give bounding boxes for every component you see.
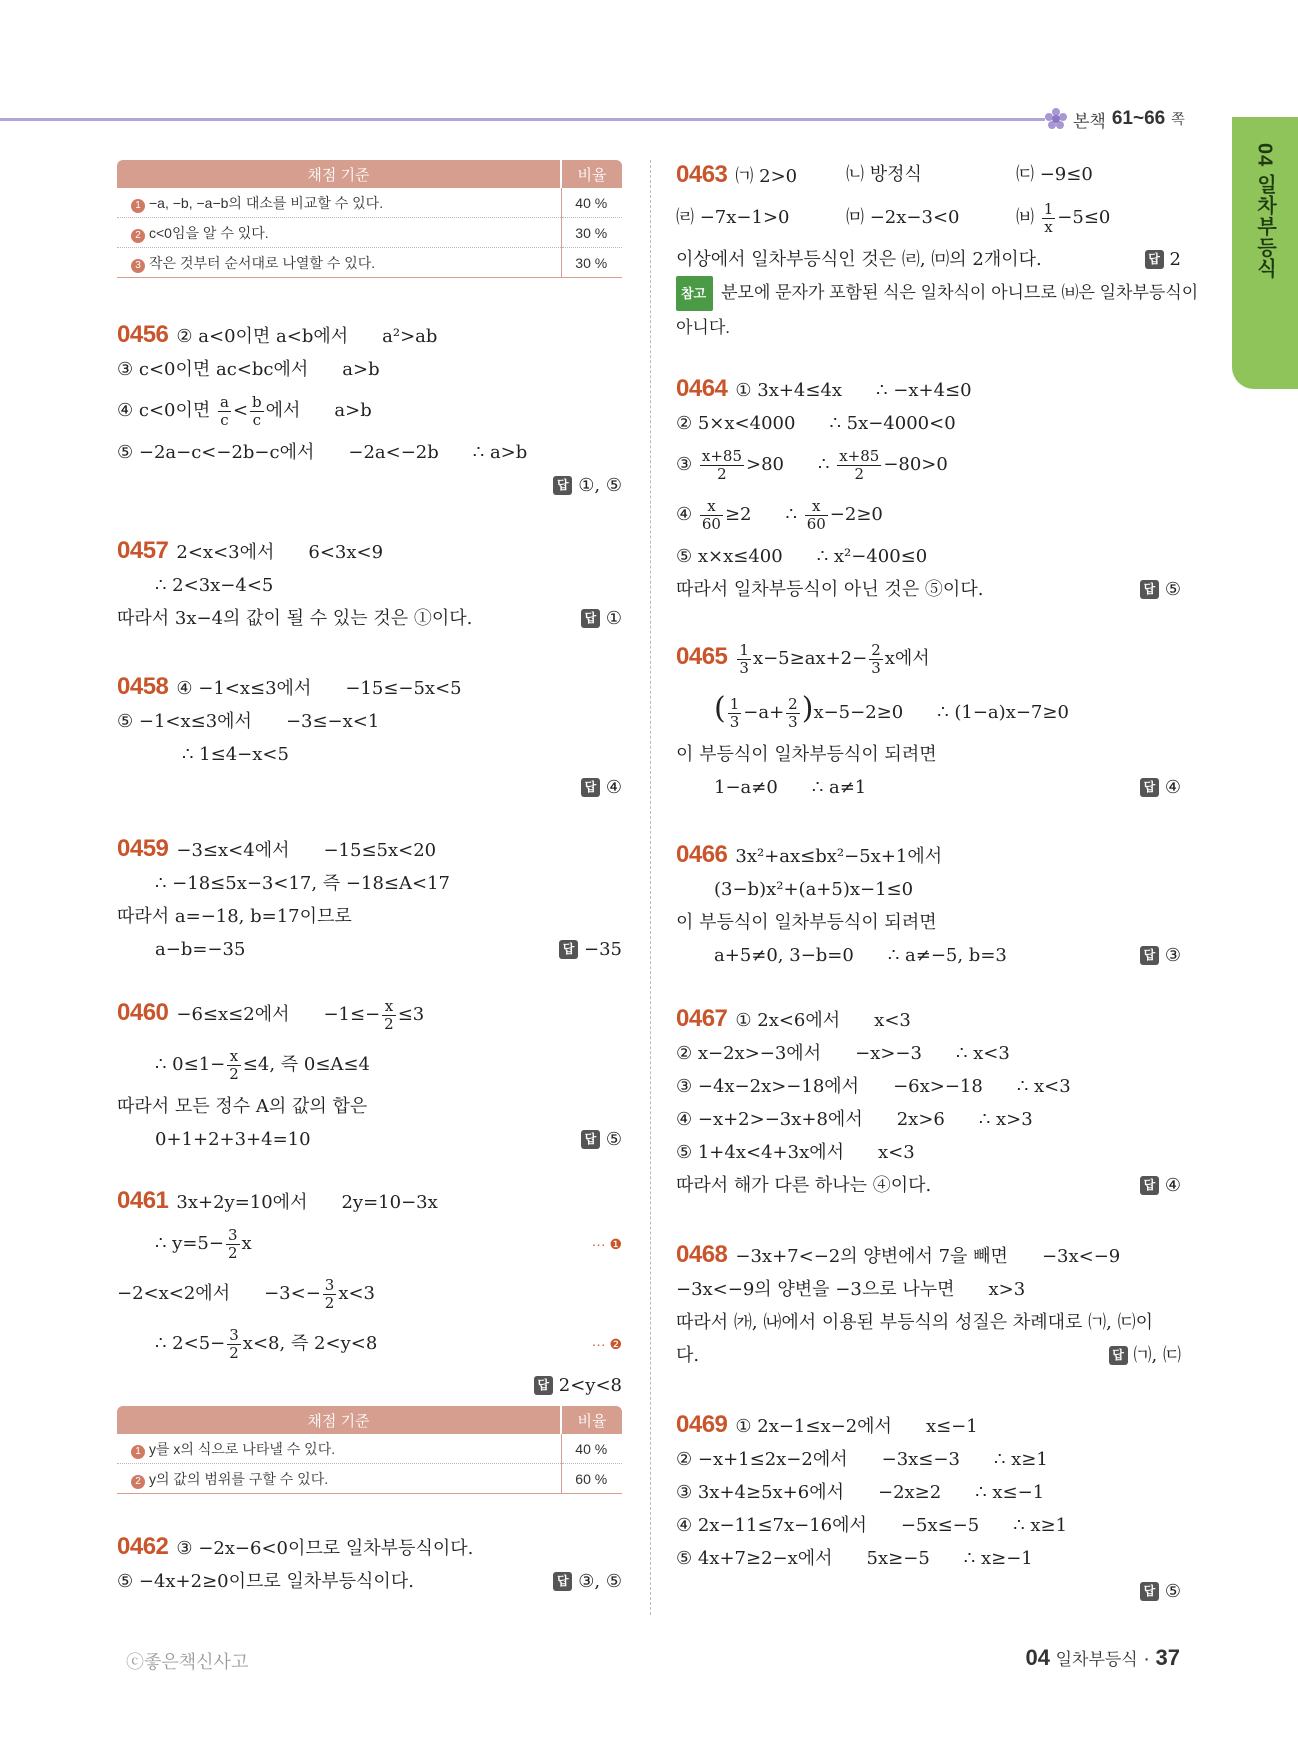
page-ref-prefix: 본책 (1073, 111, 1106, 131)
answer-badge: 답 (534, 1376, 553, 1395)
problem-0465: 0465 $\frac{1}{3}$ x−5≥ax+2− $\frac{2}{3}$ x에서 ( $\frac{1}{3}$ −a+ $\frac{2}{3}$ )x−5−2≥0 ∴ (1−a)x−7≥0 이 부등식이 일차부등식이 되려면 1−a≠0 ∴ a≠1 답 ④ (676, 640, 1181, 798)
answer-badge: 답 (559, 940, 578, 959)
problem-0467: 0467 ① 2x<6에서 x<3 ② x−2x>−3에서 −x>−3 ∴ x<3 ③ −4x−2x>−18에서 −6x>−18 ∴ x<3 ④ −x+2>−3x+8에서 2x>6 ∴ x>3 ⑤ 1+4x<4+3x에서 x<3 따라서 해가 다른 하나는 ④이다. 답 ④ (676, 1005, 1181, 1196)
left-column (117, 160, 622, 1598)
problem-number: 0458 (117, 673, 169, 700)
chapter-tab-label: 04 일차부등식 (1253, 143, 1276, 279)
answer-badge: 답 (1140, 580, 1159, 599)
answer-badge: 답 (1140, 778, 1159, 797)
problem-0458: 0458 ④ −1<x≤3에서 −15≤−5x<5 ⑤ −1<x≤3에서 −3≤−x<1 ∴ 1≤4−x<5 답 ④ (117, 673, 622, 798)
page-number: 37 (1155, 1645, 1180, 1670)
problem-number: 0467 (676, 1005, 728, 1032)
answer-badge: 답 (581, 778, 600, 797)
problem-0464: 0464 ① 3x+4≤4x ∴ −x+4≤0 ② 5×x<4000 ∴ 5x−4000<0 ③ $\frac{x+85}{2}$ >80 ∴ $\frac{x+85}{2}$ −80>0 ④ $\frac{x}{60}$ ≥2 ∴ $\frac{x}{60}$ −2≥0 ⑤ x×x≤400 ∴ x²−400≤0 따라서 일차부등식이 아닌 것은 ⑤이다. 답 ⑤ (676, 375, 1181, 600)
rubric-row: 1 y를 x의 식으로 나타낼 수 있다. 40 % (117, 1434, 622, 1464)
problem-number: 0457 (117, 537, 169, 564)
problem-0461: 0461 3x+2y=10에서 2y=10−3x ∴ y=5− $\frac{3}{2}$ x ··· ❶ −2<x<2에서 −3<− $\frac{3}{2}$ x<3 ∴ 2<5− $\frac{3}{2}$ x<8, 즉 2<y<8 ··· ❷ 답 2<y<8 (117, 1187, 622, 1396)
answer-badge: 답 (1145, 250, 1164, 269)
problem-0466: 0466 3x²+ax≤bx²−5x+1에서 (3−b)x²+(a+5)x−1≤0 이 부등식이 일차부등식이 되려면 a+5≠0, 3−b=0 ∴ a≠−5, b=3 답 ③ (676, 841, 1181, 966)
answer-badge: 답 (581, 1130, 600, 1149)
page-ref-suffix: 쪽 (1171, 111, 1185, 127)
problem-number: 0469 (676, 1411, 728, 1438)
problem-number: 0463 (676, 161, 728, 188)
answer-badge: 답 (553, 1572, 572, 1591)
problem-number: 0466 (676, 841, 728, 868)
rubric-row: 2 y의 값의 범위를 구할 수 있다. 60 % (117, 1464, 622, 1494)
rubric-table-2: 채점 기준 비율 1 y를 x의 식으로 나타낼 수 있다. 40 % 2 y의 값의 범위를 구할 수 있다. 60 % (117, 1406, 622, 1494)
page-reference (1045, 104, 1185, 134)
answer-badge: 답 (1140, 1176, 1159, 1195)
header-rule (0, 118, 1045, 121)
problem-0463: 0463 ㈀ 2>0 ㈁ 방정식 ㈂ −9≤0 ㈃ −7x−1>0 ㈄ −2x−3<0 ㈅ $\frac{1}{x}$ −5≤0 이상에서 일차부등식인 것은 ㈃, ㈄의 2개이다. 답 2 참고 분모에 문자가 포함된 식은 일차식이 아니므로 ㈅은 일차부등식이 아니다. (676, 161, 1199, 337)
problem-number: 0459 (117, 835, 169, 862)
answer-badge: 답 (1140, 1582, 1159, 1601)
rubric-table-1 (117, 160, 622, 278)
problem-0457: 0457 2<x<3에서 6<3x<9 ∴ 2<3x−4<5 따라서 3x−4의 값이 될 수 있는 것은 ①이다. 답 ① (117, 537, 622, 629)
rubric-row: 3 작은 것부터 순서대로 나열할 수 있다. 30 % (117, 248, 622, 278)
problem-number: 0465 (676, 643, 728, 670)
rubric-head-criteria: 채점 기준 (117, 160, 561, 188)
problem-number: 0460 (117, 999, 169, 1026)
answer-badge: 답 (581, 609, 600, 628)
footer-chapter-number: 04 (1025, 1645, 1051, 1670)
problem-0468: 0468 −3x+7<−2의 양변에서 7을 빼면 −3x<−9 −3x<−9의 양변을 −3으로 나누면 x>3 따라서 ㈎, ㈏에서 이용된 부등식의 성질은 차례대로 ㈀, ㈂이 다. 답 ㈀, ㈂ (676, 1241, 1181, 1366)
note-badge: 참고 (676, 276, 713, 311)
step-marker-1: ··· ❶ (591, 1236, 622, 1252)
answer-badge: 답 (1109, 1346, 1128, 1365)
rubric-row: 2 c<0임을 알 수 있다. 30 % (117, 218, 622, 248)
problem-number: 0461 (117, 1187, 169, 1214)
problem-0459: 0459 −3≤x<4에서 −15≤5x<20 ∴ −18≤5x−3<17, 즉 −18≤A<17 따라서 a=−18, b=17이므로 a−b=−35 답 −35 (117, 835, 622, 960)
column-divider (650, 160, 652, 1615)
right-column (676, 158, 1199, 1608)
problem-0456: 0456 ② a<0이면 a<b에서 a²>ab ③ c<0이면 ac<bc에서 a>b ④ c<0이면 $\frac{a}{c}$ < $\frac{b}{c}$ 에서 a>b ⑤ −2a−c<−2b−c에서 −2a<−2b ∴ a>b 답 ①, ⑤ (117, 318, 622, 502)
problem-number: 0464 (676, 375, 728, 402)
answer: 답 ①, ⑤ (117, 469, 622, 502)
answer-badge: 답 (1140, 946, 1159, 965)
rubric-row: 1 −a, −b, −a−b의 대소를 비교할 수 있다. 40 % (117, 188, 622, 218)
flower-icon (1045, 108, 1067, 130)
publisher-credit: ⓒ좋은책신사고 (126, 1652, 249, 1672)
problem-0460: 0460 −6≤x≤2에서 −1≤− $\frac{x}{2}$ ≤3 ∴ 0≤1− $\frac{x}{2}$ ≤4, 즉 0≤A≤4 따라서 모든 정수 A의 값의 합은 0+1+2+3+4=10 답 ⑤ (117, 996, 622, 1150)
problem-0462: 0462 ③ −2x−6<0이므로 일차부등식이다. ⑤ −4x+2≥0이므로 일차부등식이다. 답 ③, ⑤ (117, 1533, 622, 1592)
answer-badge: 답 (553, 476, 572, 495)
rubric-head-ratio: 비율 (561, 160, 622, 188)
page-footer: 04 일차부등식 · 37 (1025, 1645, 1180, 1670)
problem-number: 0462 (117, 1533, 169, 1560)
problem-number: 0456 (117, 321, 169, 348)
step-marker-2: ··· ❷ (591, 1336, 622, 1352)
problem-0469: 0469 ① 2x−1≤x−2에서 x≤−1 ② −x+1≤2x−2에서 −3x≤−3 ∴ x≥1 ③ 3x+4≥5x+6에서 −2x≥2 ∴ x≤−1 ④ 2x−11≤7x−16에서 −5x≤−5 ∴ x≥1 ⑤ 4x+7≥2−x에서 5x≥−5 ∴ x≥−1 답 ⑤ (676, 1411, 1181, 1602)
footer-chapter-title: 일차부등식 (1055, 1650, 1138, 1669)
page-ref-range: 61~66 (1111, 108, 1166, 129)
problem-number: 0468 (676, 1241, 728, 1268)
